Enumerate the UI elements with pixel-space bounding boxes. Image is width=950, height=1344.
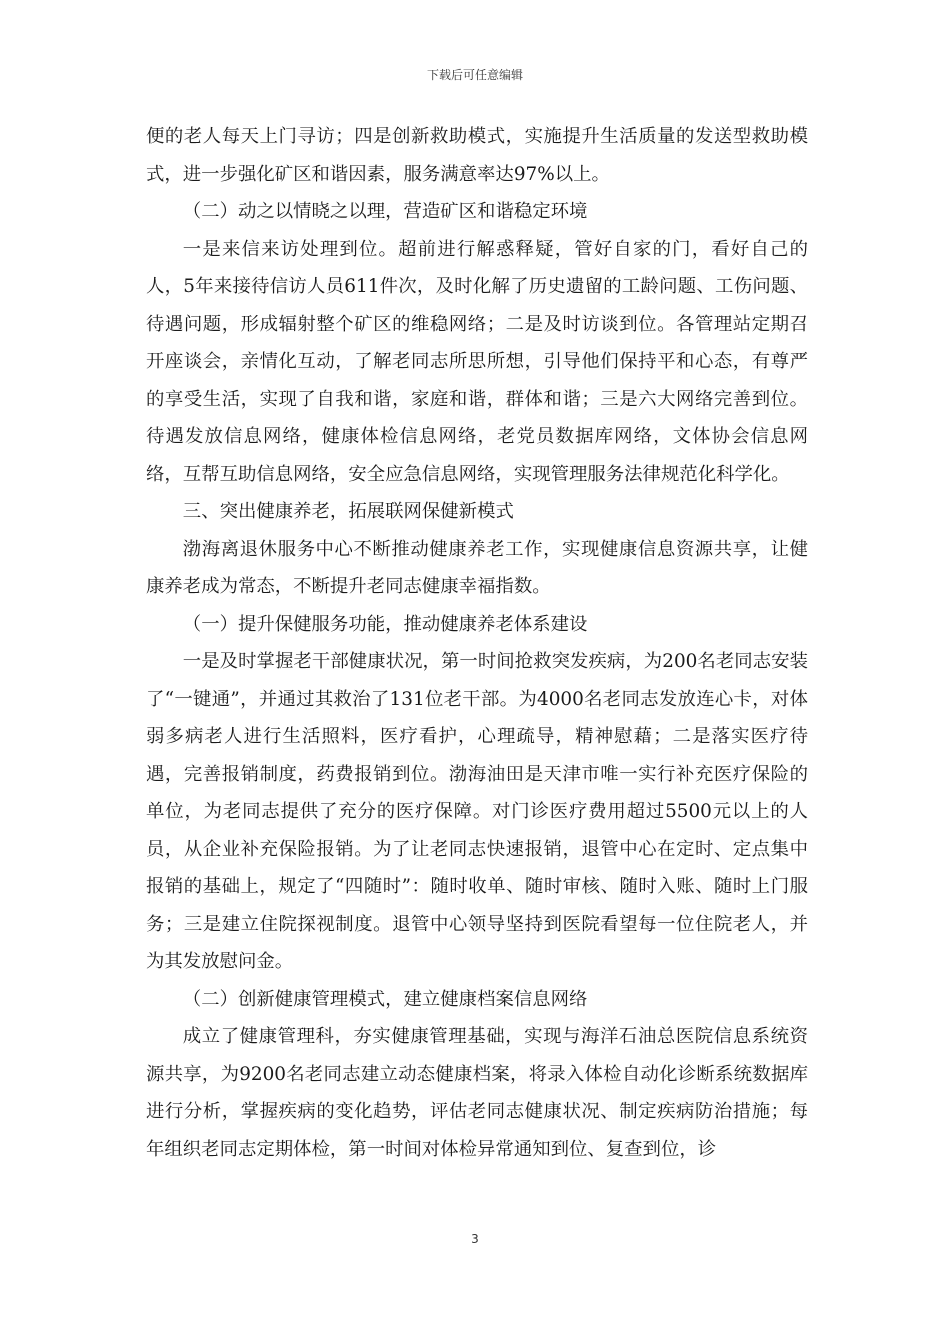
- section-heading: （二）创新健康管理模式，建立健康档案信息网络: [182, 988, 588, 1010]
- section-heading: 三、突出健康养老，拓展联网保健新模式: [182, 501, 514, 522]
- page-header: 下载后可任意编辑: [426, 68, 523, 82]
- document-body: [146, 118, 808, 1168]
- section-heading: （一）提升保健服务功能，推动健康养老体系建设: [182, 613, 588, 635]
- paragraph: 成立了健康管理科，夯实健康管理基础，实现与海洋石油总医院信息系统资源共享，为9200名老同志建立动态健康档案，将录入体检自动化诊断系统数据库进行分析，掌握疾病的变化趋势，评估老同志健康状况、制定疾病防治措施；每年组织老同志定期体检，第一时间对体检异常通知到位、复查到位，诊: [146, 1026, 808, 1160]
- page-number: 3: [471, 1232, 479, 1246]
- paragraph-continuation: 便的老人每天上门寻访；四是创新救助模式，实施提升生活质量的发送型救助模式，进一步强化矿区和谐因素，服务满意率达97%以上。: [146, 126, 808, 185]
- section-heading: （二）动之以情晓之以理，营造矿区和谐稳定环境: [182, 201, 588, 222]
- paragraph: 一是及时掌握老干部健康状况，第一时间抢救突发疾病，为200名老同志安装了“一键通”，并通过其救治了131位老干部。为4000名老同志发放连心卡，对体弱多病老人进行生活照料，医疗看护，心理疏导，精神慰藉；二是落实医疗待遇，完善报销制度，药费报销到位。渤海油田是天津市唯一实行补充医疗保险的单位，为老同志提供了充分的医疗保障。对门诊医疗费用超过5500元以上的人员，从企业补充保险报销。为了让老同志快速报销，退管中心在定时、定点集中报销的基础上，规定了“四随时”：随时收单、随时审核、随时入账、随时上门服务；三是建立住院探视制度。退管中心领导坚持到医院看望每一位住院老人，并为其发放慰问金。: [146, 651, 808, 972]
- paragraph: 渤海离退休服务中心不断推动健康养老工作，实现健康信息资源共享，让健康养老成为常态，不断提升老同志健康幸福指数。: [146, 538, 808, 597]
- paragraph: 一是来信来访处理到位。超前进行解惑释疑，管好自家的门，看好自己的人，5年来接待信访人员611件次，及时化解了历史遗留的工龄问题、工伤问题、待遇问题，形成辐射整个矿区的维稳网络；二是及时访谈到位。各管理站定期召开座谈会，亲情化互动，了解老同志所思所想，引导他们保持平和心态，有尊严的享受生活，实现了自我和谐，家庭和谐，群体和谐；三是六大网络完善到位。待遇发放信息网络，健康体检信息网络，老党员数据库网络，文体协会信息网络，互帮互助信息网络，安全应急信息网络，实现管理服务法律规范化科学化。: [146, 238, 808, 485]
